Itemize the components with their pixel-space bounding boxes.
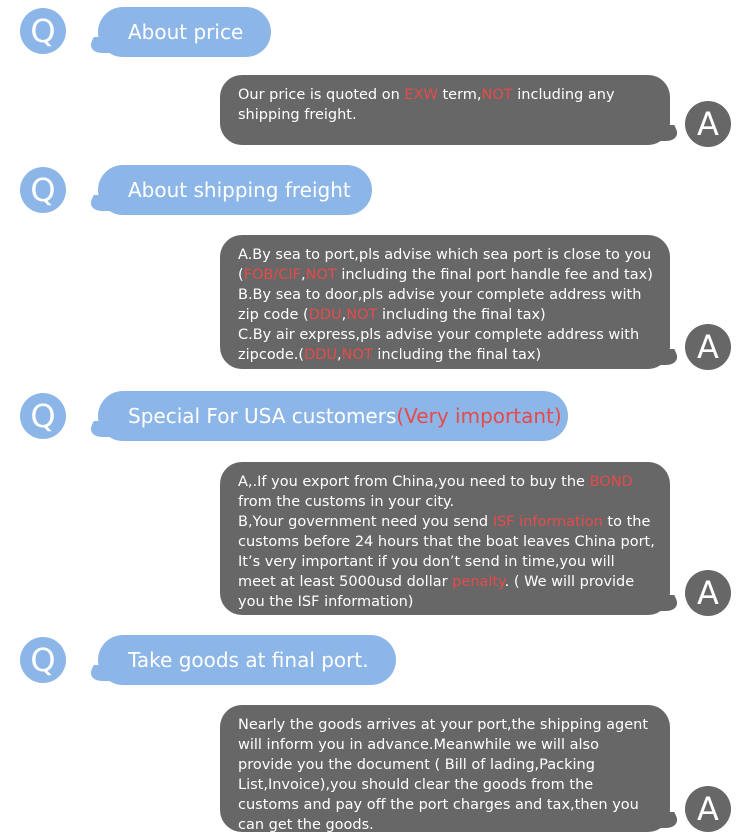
answer-line bbox=[238, 775, 656, 795]
answer-highlight: FOB/CIF bbox=[243, 267, 301, 283]
answer-line bbox=[238, 472, 656, 492]
question-text: About price bbox=[128, 20, 244, 44]
answer-text: term, bbox=[437, 87, 482, 103]
answer-text: to the bbox=[602, 514, 651, 530]
answer-highlight: BOND bbox=[589, 474, 633, 490]
question-text: Take goods at final port. bbox=[128, 648, 369, 672]
answer-text: customs and pay off the port charges and tax,then you bbox=[238, 797, 639, 813]
answer-text: including the final tax) bbox=[377, 307, 546, 323]
answer-text: C.By air express,pls advise your complete address with bbox=[238, 327, 640, 343]
answer-text: ( bbox=[238, 267, 244, 283]
answer-text: provide you the document ( Bill of lading,Packing bbox=[238, 757, 595, 773]
question-bubble bbox=[98, 391, 568, 441]
answer-text: from the customs in your city. bbox=[238, 494, 455, 510]
answer-bubble bbox=[220, 75, 670, 145]
question-highlight: (Very important) bbox=[396, 404, 562, 428]
answer-line bbox=[238, 715, 656, 735]
answer-highlight: DDU bbox=[308, 307, 342, 323]
answer-line bbox=[238, 265, 656, 285]
answer-bubble bbox=[220, 462, 670, 615]
answer-text: Our price is quoted on bbox=[238, 87, 405, 103]
answer-text: It’s very important if you don’t send in time,you will bbox=[238, 554, 615, 570]
answer-text: you the ISF information) bbox=[238, 594, 414, 610]
answer-line bbox=[238, 345, 656, 365]
answer-text: , bbox=[301, 267, 306, 283]
answer-bubble bbox=[220, 705, 670, 832]
answer-text: B,Your government need you send bbox=[238, 514, 493, 530]
answer-text: A,.If you export from China,you need to buy the bbox=[238, 474, 590, 490]
question-text: Special For USA customers bbox=[128, 404, 397, 428]
answer-bubble bbox=[220, 235, 670, 369]
question-bubble bbox=[98, 165, 372, 215]
answer-highlight: NOT bbox=[305, 267, 337, 283]
answer-text: , bbox=[341, 307, 347, 323]
answer-text: , bbox=[337, 347, 342, 363]
answer-line bbox=[238, 795, 656, 815]
answer-line bbox=[238, 512, 656, 532]
answer-text: including any bbox=[512, 87, 615, 103]
answer-line bbox=[238, 305, 656, 325]
answer-text: customs before 24 hours that the boat leaves China port, bbox=[238, 534, 655, 550]
answer-text: shipping freight. bbox=[238, 107, 357, 123]
answer-text: including the final tax) bbox=[372, 347, 542, 363]
a-icon: A bbox=[685, 570, 731, 616]
a-icon: A bbox=[685, 101, 731, 147]
a-icon: A bbox=[685, 324, 731, 370]
answer-highlight: DDU bbox=[304, 347, 338, 363]
q-icon: Q bbox=[20, 8, 66, 54]
answer-highlight: NOT bbox=[481, 87, 513, 103]
answer-line bbox=[238, 85, 656, 105]
answer-text: Nearly the goods arrives at your port,the shipping agent bbox=[238, 717, 649, 733]
q-icon: Q bbox=[20, 167, 66, 213]
answer-text: can get the goods. bbox=[238, 817, 374, 833]
answer-highlight: NOT bbox=[346, 307, 378, 323]
answer-line bbox=[238, 325, 656, 345]
answer-line bbox=[238, 552, 656, 572]
answer-line bbox=[238, 105, 656, 125]
answer-line bbox=[238, 592, 656, 612]
answer-text: zip code ( bbox=[238, 307, 309, 323]
answer-line bbox=[238, 572, 656, 592]
answer-line bbox=[238, 532, 656, 552]
answer-line bbox=[238, 492, 656, 512]
answer-text: will inform you in advance.Meanwhile we will also bbox=[238, 737, 599, 753]
answer-line bbox=[238, 815, 656, 835]
answer-text: B.By sea to door,pls advise your complete address with bbox=[238, 287, 642, 303]
answer-text: A.By sea to port,pls advise which sea port is close to you bbox=[238, 247, 652, 263]
a-icon: A bbox=[685, 786, 731, 832]
q-icon: Q bbox=[20, 637, 66, 683]
answer-highlight: NOT bbox=[341, 347, 373, 363]
answer-line bbox=[238, 285, 656, 305]
question-text: About shipping freight bbox=[128, 178, 351, 202]
answer-highlight: penalty bbox=[452, 574, 505, 590]
answer-text: meet at least 5000usd dollar bbox=[238, 574, 453, 590]
answer-highlight: EXW bbox=[404, 87, 438, 103]
answer-text: including the final port handle fee and tax) bbox=[336, 267, 653, 283]
question-bubble bbox=[98, 7, 271, 57]
question-bubble bbox=[98, 635, 396, 685]
answer-text: . ( We will provide bbox=[504, 574, 635, 590]
answer-highlight: ISF information bbox=[492, 514, 603, 530]
answer-text: zipcode.( bbox=[238, 347, 305, 363]
q-icon: Q bbox=[20, 393, 66, 439]
answer-line bbox=[238, 735, 656, 755]
answer-text: List,Invoice),you should clear the goods from the bbox=[238, 777, 594, 793]
answer-line bbox=[238, 755, 656, 775]
answer-line bbox=[238, 245, 656, 265]
